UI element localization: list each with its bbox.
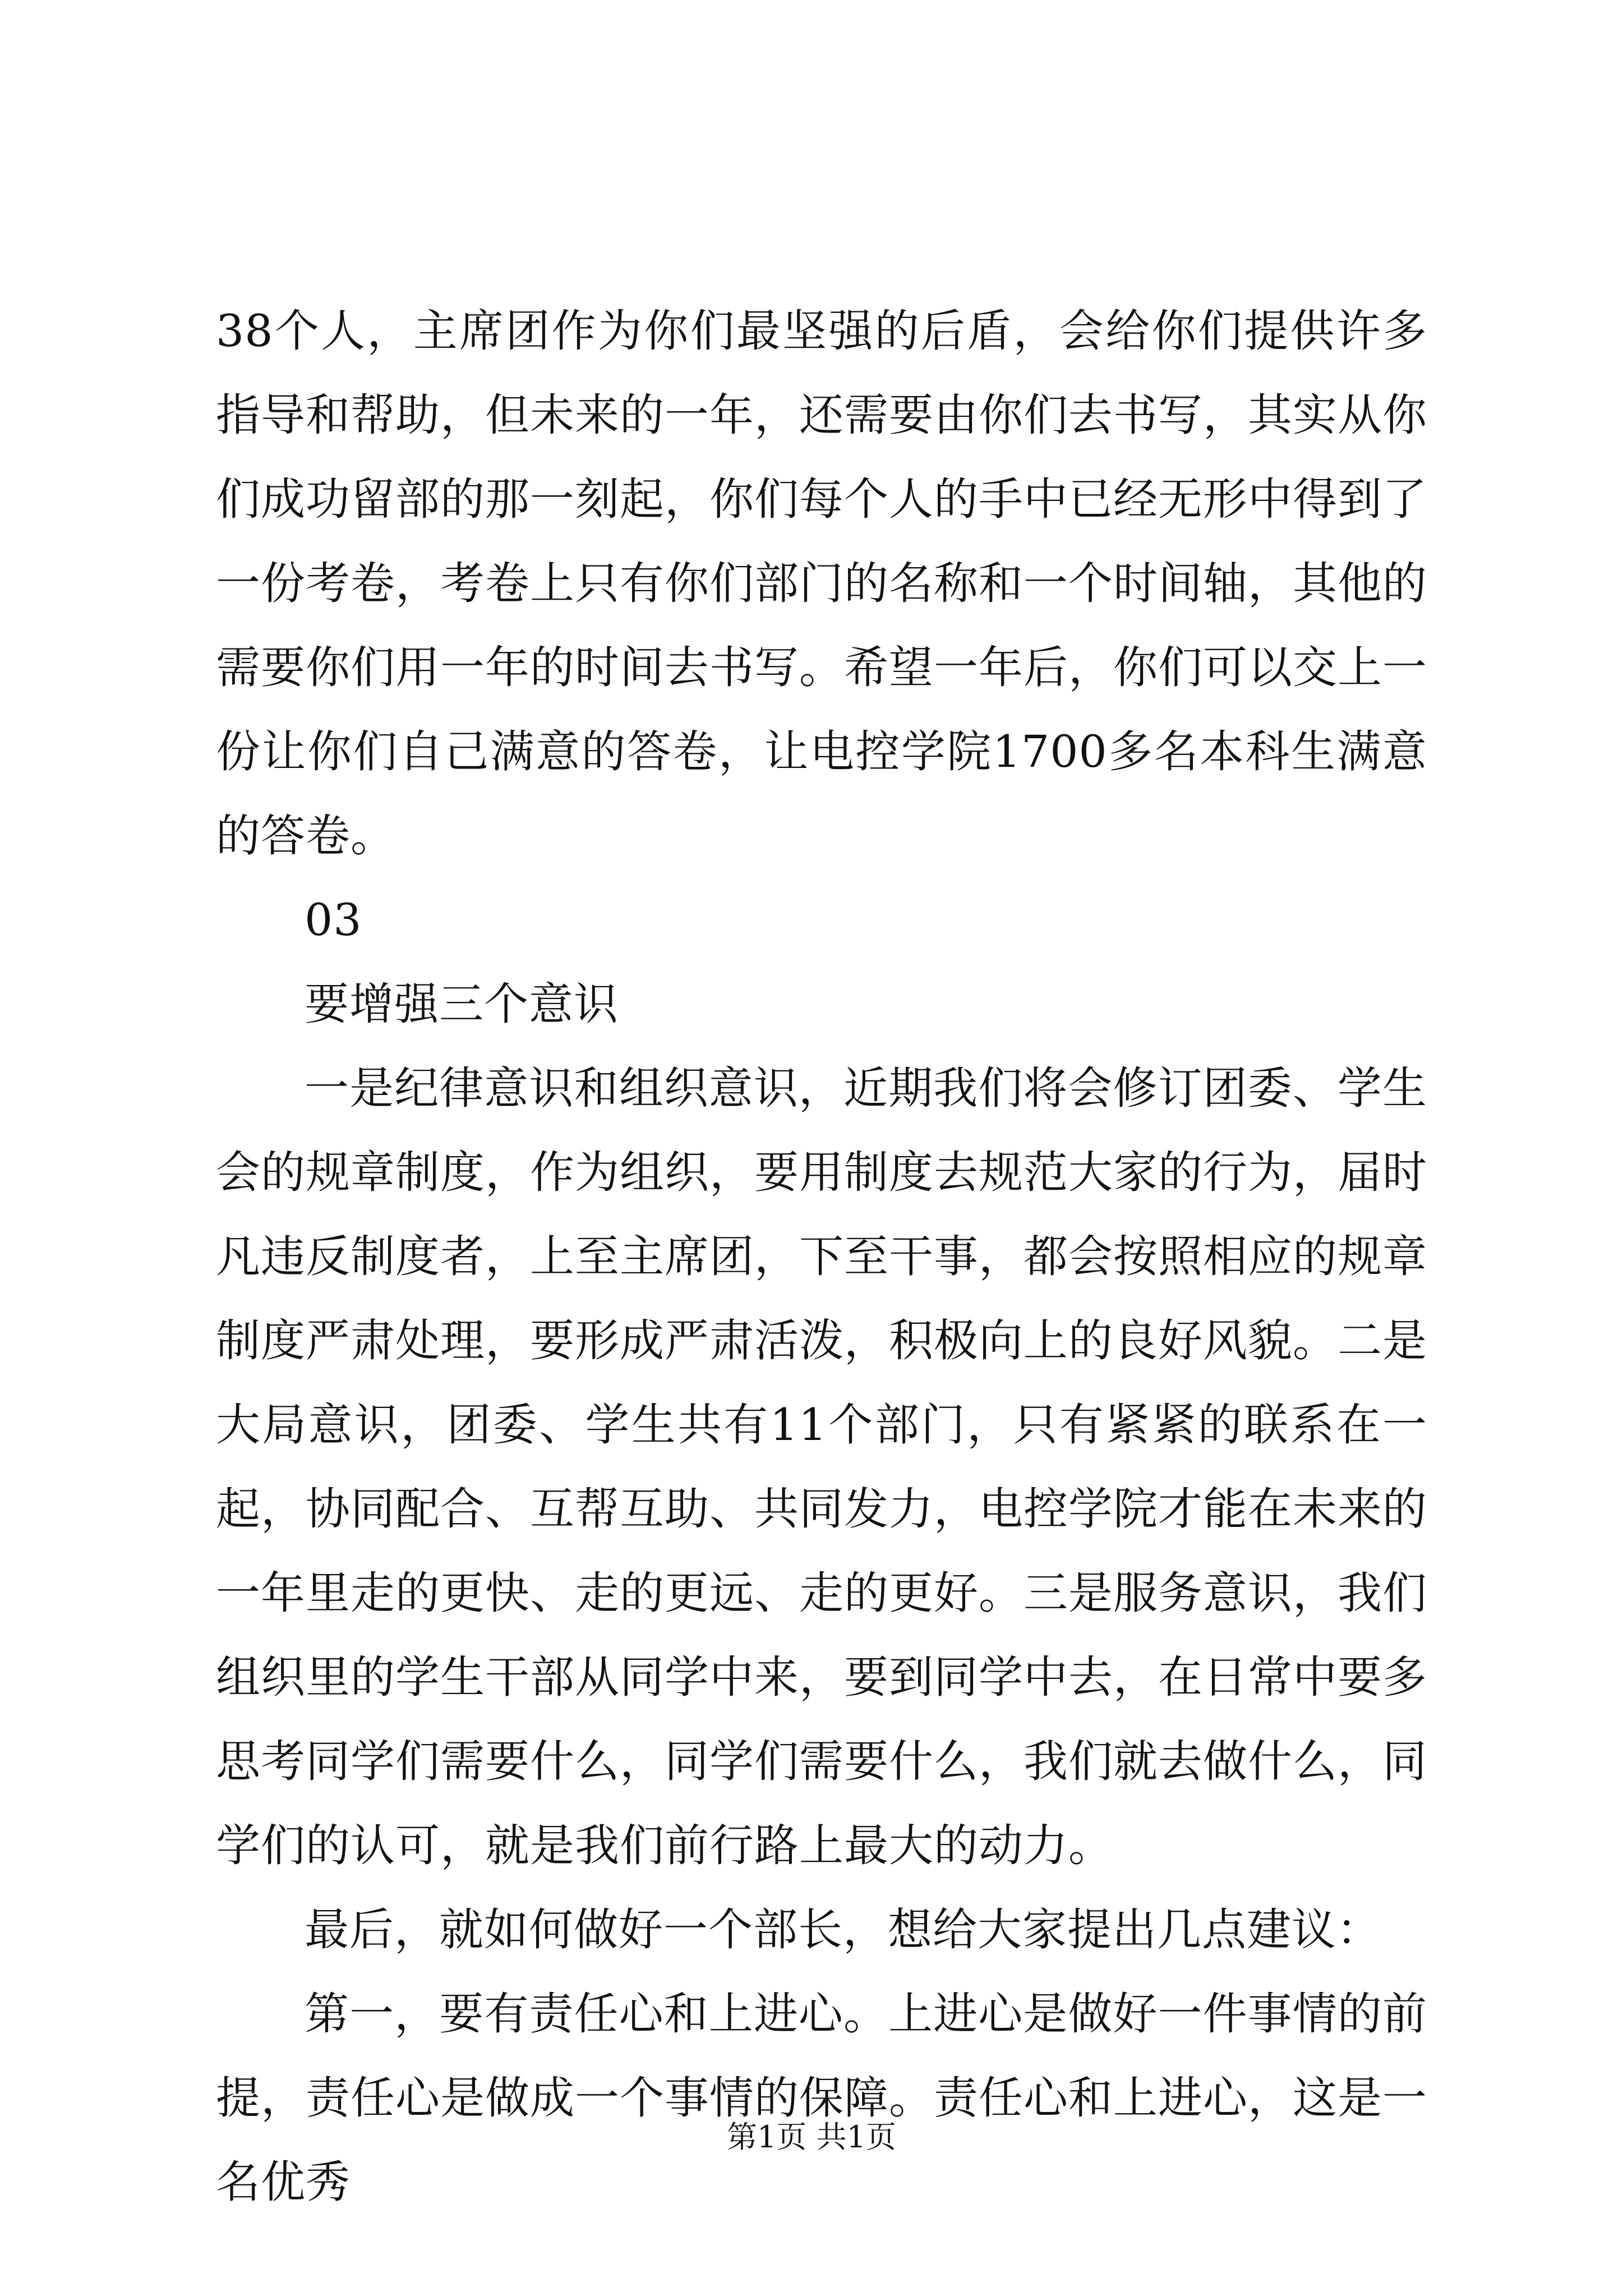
paragraph-first-suggestion: 第一，要有责任心和上进心。上进心是做好一件事情的前提，责任心是做成一个事情的保障。责任心和上进心，这是一名优秀 (216, 1988, 1427, 2208)
section-heading: 要增强三个意识 (305, 978, 619, 1030)
paragraph-three-awareness: 一是纪律意识和组织意识，近期我们将会修订团委、学生会的规章制度，作为组织，要用制度去规范大家的行为，届时凡违反制度者，上至主席团，下至干事，都会按照相应的规章制度严肃处理，要形成严肃活泼，积极向上的良好风貌。二是大局意识，团委、学生共有11个部门，只有紧紧的联系在一起，协同配合、互帮互助、共同发力，电控学院才能在未来的一年里走的更快、走的更远、走的更好。三是服务意识，我们组织里的学生干部从同学中来，要到同学中去，在日常中要多思考同学们需要什么，同学们需要什么，我们就去做什么，同学们的认可，就是我们前行路上最大的动力。 (216, 1062, 1427, 1871)
paragraph-1: 38个人，主席团作为你们最坚强的后盾，会给你们提供许多指导和帮助，但未来的一年，还需要由你们去书写，其实从你们成功留部的那一刻起，你们每个人的手中已经无形中得到了一份考卷，考卷上只有你们部门的名称和一个时间轴，其他的需要你们用一年的时间去书写。希望一年后，你们可以交上一份让你们自己满意的答卷，让电控学院1700多名本科生满意的答卷。 (216, 305, 1427, 862)
page-footer: 第1页 共1页 (727, 2119, 896, 2155)
document-body (216, 289, 1427, 2224)
section-number: 03 (305, 894, 362, 946)
paragraph-suggestions-intro: 最后，就如何做好一个部长，想给大家提出几点建议： (305, 1904, 1381, 1955)
